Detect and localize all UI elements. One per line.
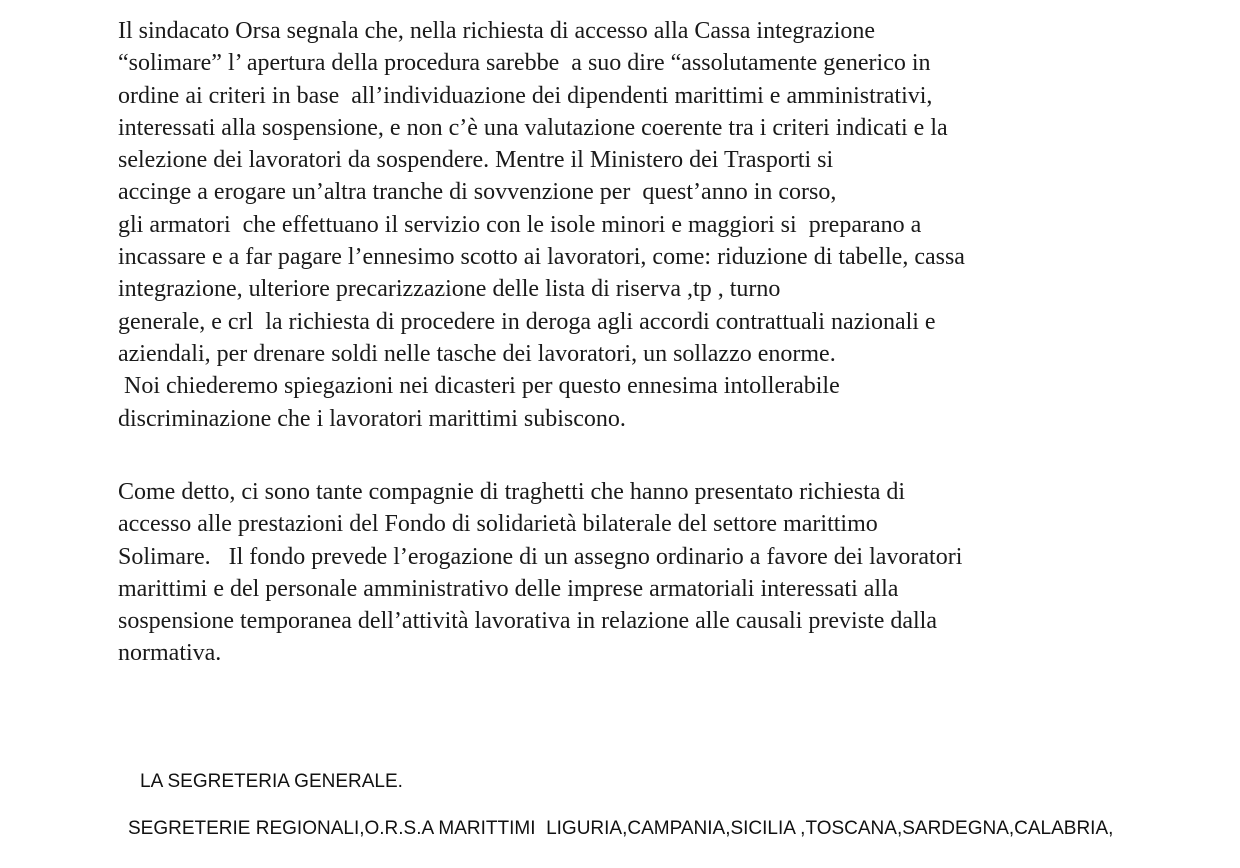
text-line: gli armatori che effettuano il servizio con le isole minori e maggiori si preparano a	[118, 211, 922, 238]
text-line: marittimi e del personale amministrativo delle imprese armatoriali interessati alla	[118, 575, 899, 602]
text-line: incassare e a far pagare l’ennesimo scotto ai lavoratori, come: riduzione di tabelle, cassa	[118, 244, 965, 271]
text-line: discriminazione che i lavoratori marittimi subiscono.	[118, 405, 626, 432]
signature-general-secretariat: LA SEGRETERIA GENERALE.	[140, 771, 403, 792]
text-line: generale, e crl la richiesta di procedere in deroga agli accordi contrattuali nazionali e	[118, 308, 936, 335]
text-line: selezione dei lavoratori da sospendere. Mentre il Ministero dei Trasporti si	[118, 147, 834, 174]
text-line: normativa.	[118, 640, 222, 667]
text-line: Noi chiederemo spiegazioni nei dicasteri per questo ennesima intollerabile	[118, 373, 840, 400]
text-line: accesso alle prestazioni del Fondo di solidarietà bilaterale del settore marittimo	[118, 511, 878, 538]
text-line: interessati alla sospensione, e non c’è una valutazione coerente tra i criteri indicati e la	[118, 114, 948, 141]
text-line: aziendali, per drenare soldi nelle tasche dei lavoratori, un sollazzo enorme.	[118, 340, 836, 367]
text-line: Come detto, ci sono tante compagnie di traghetti che hanno presentato richiesta di	[118, 479, 906, 505]
text-line: Il sindacato Orsa segnala che, nella richiesta di accesso alla Cassa integrazione	[118, 18, 876, 44]
text-line: Solimare. Il fondo prevede l’erogazione di un assegno ordinario a favore dei lavoratori	[118, 543, 963, 570]
text-line: ordine ai criteri in base all’individuazione dei dipendenti marittimi e amministrativi,	[118, 82, 933, 109]
paragraph-2	[118, 476, 1128, 670]
paragraph-1	[118, 15, 1128, 435]
signature-regional-secretariats: SEGRETERIE REGIONALI,O.R.S.A MARITTIMI LIGURIA,CAMPANIA,SICILIA ,TOSCANA,SARDEGNA,CALABRIA,	[128, 818, 1114, 839]
text-line: integrazione, ulteriore precarizzazione delle lista di riserva ,tp , turno	[118, 276, 781, 303]
text-line: “solimare” l’ apertura della procedura sarebbe a suo dire “assolutamente generico in	[118, 50, 931, 77]
text-line: accinge a erogare un’altra tranche di sovvenzione per quest’anno in corso,	[118, 179, 837, 206]
text-line: sospensione temporanea dell’attività lavorativa in relazione alle causali previste dalla	[118, 608, 937, 635]
